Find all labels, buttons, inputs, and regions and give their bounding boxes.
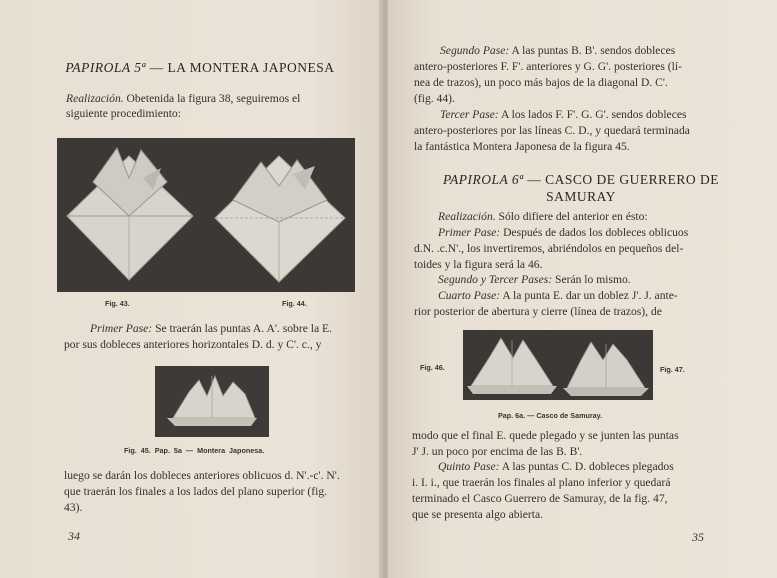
- right-r1-line2: antero-posteriores F. F'. anteriores y G. G'. posteriores (lí-: [414, 60, 682, 73]
- left-page-number: 34: [68, 529, 80, 543]
- left-p1-line1-text: Obetenida la figura 38, seguiremos el: [126, 92, 301, 105]
- right-r2-line2: antero-posteriores por las líneas C. D., y quedará terminada: [414, 124, 690, 137]
- right-r8-line2: i. I. i., que traerán los finales al plano inferior y quedará: [412, 476, 671, 489]
- right-r2-line3: la fantástica Montera Japonesa de la figura 45.: [414, 140, 630, 153]
- right-primer-pase-label: Primer Pase:: [438, 226, 501, 239]
- fig-43-label: Fig. 43.: [105, 299, 130, 308]
- right-r2-line1: [440, 108, 740, 123]
- origami-montera-unfolded-image: [57, 138, 355, 292]
- pap-6-caption: Pap. 6a. — Casco de Samuray.: [498, 411, 603, 420]
- left-p1-line1: [66, 92, 354, 107]
- right-r4-line1: [438, 226, 740, 241]
- right-r1-line4: (fig. 44).: [414, 92, 455, 105]
- left-p3-line2: que traerán los finales a los lados del plano superior (fig.: [64, 485, 328, 498]
- right-r7-line1: modo que el final E. quede plegado y se junten las puntas: [412, 429, 679, 442]
- left-p2-line1: [90, 322, 358, 337]
- right-segundo-pase-label: Segundo Pase:: [440, 44, 510, 57]
- right-segundo-tercer-label: Segundo y Tercer Pases:: [438, 273, 553, 286]
- right-r8-line3: terminado el Casco Guerrero de Samuray, de la fig. 47,: [412, 492, 668, 505]
- left-p2-line1-text: Se traerán las puntas A. A'. sobre la E.: [155, 322, 332, 335]
- right-cuarto-pase-label: Cuarto Pase:: [438, 289, 501, 302]
- fig-45-caption: Fig. 45. Pap. 5a — Montera Japonesa.: [124, 446, 265, 455]
- right-r1-line1-text: A las puntas B. B'. sendos dobleces: [511, 44, 676, 57]
- right-page-number: 35: [692, 530, 704, 544]
- left-realizacion-label: Realización.: [66, 92, 124, 105]
- right-r8-line1: [438, 460, 740, 475]
- right-r8-line1-text: A las puntas C. D. dobleces plegados: [501, 460, 674, 473]
- right-r3-line1-text: Sólo difiere del anterior en ésto:: [498, 210, 648, 223]
- fig-47-label: Fig. 47.: [660, 365, 685, 374]
- right-r6-line1-text: A la punta E. dar un doblez J'. J. ante-: [502, 289, 678, 302]
- left-p1-line2: siguiente procedimiento:: [66, 107, 181, 120]
- left-p3-line3: 43).: [64, 501, 83, 514]
- right-page-title-line1: [408, 172, 754, 188]
- right-page: [388, 0, 777, 578]
- fig-46-label: Fig. 46.: [420, 363, 445, 372]
- right-realizacion-label: Realización.: [438, 210, 496, 223]
- right-r4-line2: d.N. .c.N'., los invertiremos, abriéndolos en pequeños del-: [414, 242, 684, 255]
- right-r4-line3: toides y la figura será la 46.: [414, 258, 543, 271]
- right-tercer-pase-label: Tercer Pase:: [440, 108, 499, 121]
- right-quinto-pase-label: Quinto Pase:: [438, 460, 500, 473]
- left-p3-line1: luego se darán los dobleces anteriores oblicuos d. N'.-c'. N'.: [64, 469, 340, 482]
- left-page-title: [40, 60, 360, 76]
- fig-44-label: Fig. 44.: [282, 299, 307, 308]
- origami-casco-samuray-image: [463, 330, 653, 400]
- left-title-rest: — LA MONTERA JAPONESA: [149, 60, 335, 75]
- right-r1-line1: [440, 44, 740, 59]
- origami-montera-japonesa-image: [155, 366, 269, 437]
- right-r5-line1-text: Serán lo mismo.: [555, 273, 631, 286]
- right-r4-line1-text: Después de dados los dobleces oblicuos: [503, 226, 689, 239]
- right-r3-line1: [438, 210, 738, 225]
- left-primer-pase-label: Primer Pase:: [90, 322, 153, 335]
- fig-43-44-photo: [57, 138, 355, 292]
- fig-46-47-photo: [463, 330, 653, 400]
- right-r6-line1: [438, 289, 740, 304]
- right-r8-line4: que se presenta algo abierta.: [412, 508, 544, 521]
- right-page-title-line2: SAMURAY: [546, 189, 616, 204]
- left-page: [0, 0, 383, 578]
- left-p2-line2: por sus dobleces anteriores horizontales D. d. y C'. c., y: [64, 338, 322, 351]
- right-r2-line1-text: A los lados F. F'. G. G'. sendos dobleces: [500, 108, 687, 121]
- right-r1-line3: nea de trazos), un poco más bajos de la diagonal D. C'.: [414, 76, 668, 89]
- right-title-prefix: PAPIROLA 6ª: [443, 172, 524, 187]
- right-title-rest: — CASCO DE GUERRERO DE: [527, 172, 719, 187]
- right-r6-line2: rior posterior de abertura y cierre (línea de trazos), de: [414, 305, 662, 318]
- right-r5-line1: [438, 273, 740, 288]
- left-title-prefix: PAPIROLA 5ª: [65, 60, 146, 75]
- fig-45-photo: [155, 366, 269, 437]
- right-r7-line2: J' J. un poco por encima de las B. B'.: [412, 445, 583, 458]
